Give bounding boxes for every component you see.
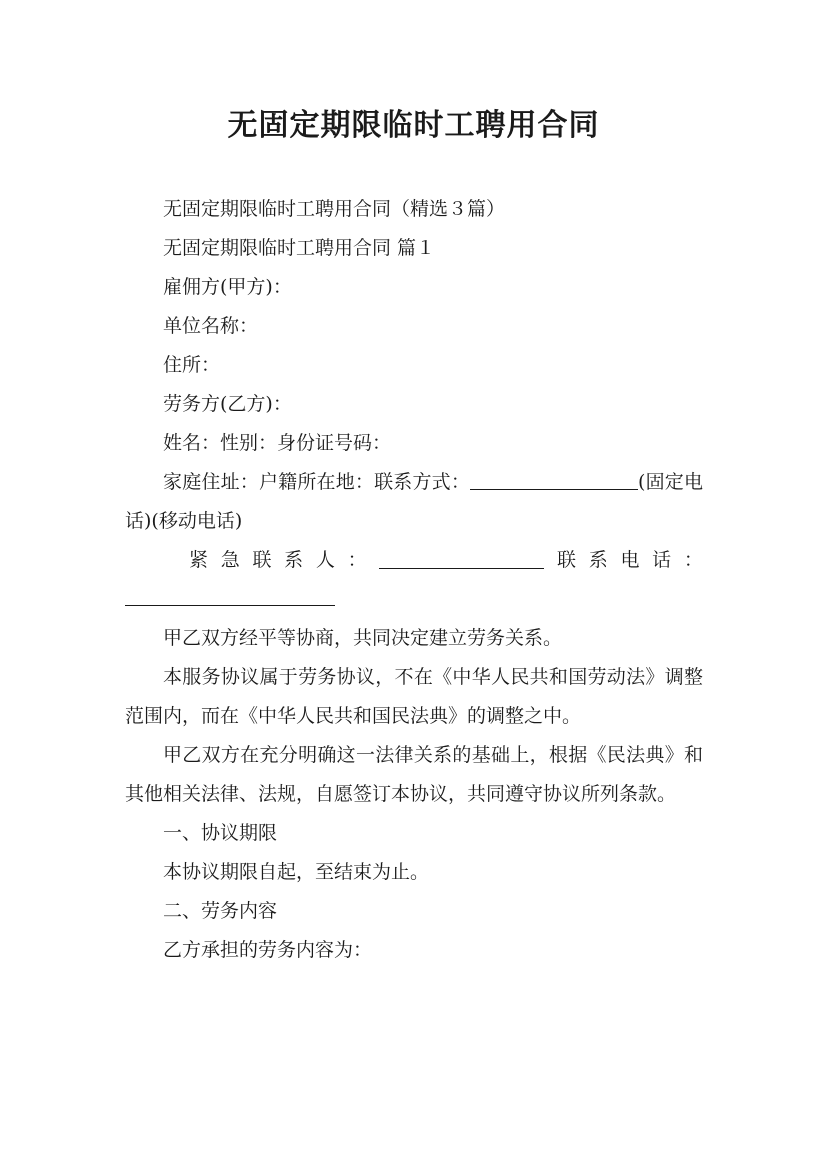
emergency-phone-blank-line bbox=[125, 604, 335, 606]
emergency-contact-blank-line bbox=[379, 567, 544, 569]
phone-type-label: (固定电话)(移动电话) bbox=[125, 471, 703, 532]
emergency-char: ： bbox=[347, 549, 367, 571]
emergency-char: 人 bbox=[315, 549, 335, 571]
emergency-char: 紧 bbox=[189, 549, 209, 571]
paragraph-employer: 雇佣方(甲方)： bbox=[163, 276, 292, 298]
paragraph-section-content: 二、劳务内容 bbox=[163, 900, 278, 922]
emergency-char: 系 bbox=[284, 549, 304, 571]
paragraph-agreement-basis: 甲乙双方经平等协商，共同决定建立劳务关系。 bbox=[163, 627, 563, 649]
emergency-phone-char: 电 bbox=[620, 549, 640, 571]
paragraph-employee: 劳务方(乙方)： bbox=[163, 393, 292, 415]
paragraph-unit-name: 单位名称： bbox=[163, 315, 259, 337]
emergency-phone-char: 系 bbox=[588, 549, 608, 571]
emergency-phone-char: 联 bbox=[557, 549, 577, 571]
paragraph-content-detail: 乙方承担的劳务内容为： bbox=[163, 939, 373, 961]
paragraph-name-gender-id: 姓名：性别：身份证号码： bbox=[163, 432, 392, 454]
paragraph-home-address bbox=[125, 463, 703, 541]
emergency-phone-char: ： bbox=[683, 549, 703, 571]
home-address-label: 家庭住址：户籍所在地：联系方式： bbox=[163, 471, 471, 493]
paragraph-emergency-contact bbox=[125, 541, 703, 580]
document-body bbox=[125, 190, 703, 970]
paragraph-legal-basis: 甲乙双方在充分明确这一法律关系的基础上，根据《民法典》和其他相关法律、法规，自愿签订本协议，共同遵守协议所列条款。 bbox=[125, 744, 703, 805]
document-title: 无固定期限临时工聘用合同 bbox=[227, 108, 600, 143]
paragraph-term-detail: 本协议期限自起，至结束为止。 bbox=[163, 861, 430, 883]
paragraph-subtitle: 无固定期限临时工聘用合同（精选３篇） bbox=[163, 198, 506, 220]
emergency-phone-blank-row bbox=[125, 580, 703, 619]
paragraph-section-term: 一、协议期限 bbox=[163, 822, 278, 844]
emergency-phone-char: 话 bbox=[652, 549, 672, 571]
paragraph-legal-scope: 本服务协议属于劳务协议，不在《中华人民共和国劳动法》调整范围内，而在《中华人民共和国民法典》的调整之中。 bbox=[125, 666, 703, 727]
emergency-char: 急 bbox=[220, 549, 240, 571]
contact-blank-line bbox=[470, 488, 638, 490]
emergency-char: 联 bbox=[252, 549, 272, 571]
paragraph-address: 住所： bbox=[163, 354, 221, 376]
paragraph-section-heading: 无固定期限临时工聘用合同 篇１ bbox=[163, 237, 436, 259]
